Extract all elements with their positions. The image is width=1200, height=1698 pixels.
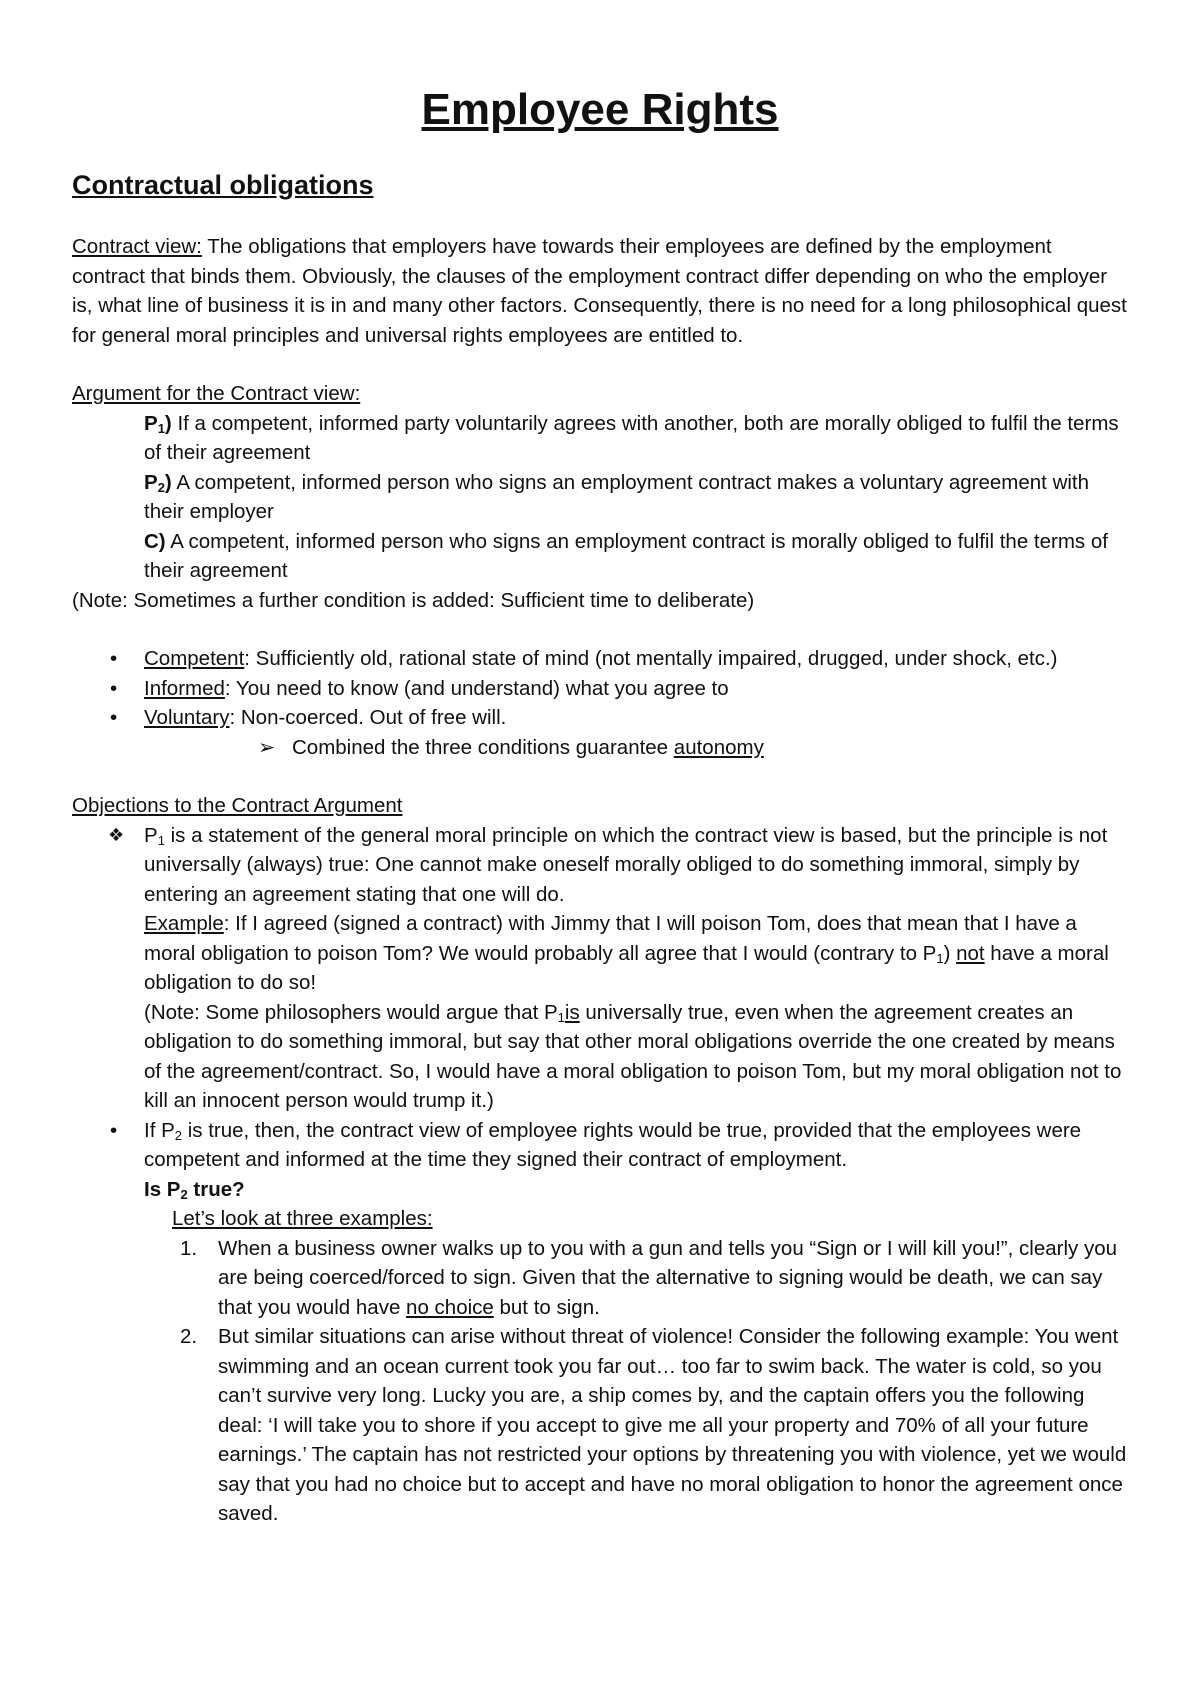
- item-term: no choice: [406, 1295, 494, 1319]
- note-text-a: (Note: Some philosophers would argue that P: [144, 1000, 558, 1024]
- condition-text: : Non-coerced. Out of free will.: [229, 706, 507, 729]
- numbered-item: [72, 1234, 1128, 1323]
- contract-view-label: Contract view:: [72, 235, 202, 258]
- condition-item: [72, 644, 1128, 674]
- premise-2-label: P: [144, 470, 158, 494]
- bullet-icon: •: [110, 1118, 118, 1142]
- objection-2-b: is true, then, the contract view of employee rights would be true, provided that the employees were competent and informed at the time they signed their contract of employment.: [144, 1118, 1082, 1171]
- note-sub: 1: [557, 1009, 565, 1025]
- condition-term: Competent: [144, 647, 245, 670]
- question-a: Is P: [144, 1177, 181, 1201]
- premise-2: [72, 468, 1128, 527]
- objection-note: [144, 998, 1128, 1116]
- example-not: not: [956, 941, 985, 965]
- condition-term: Voluntary: [144, 706, 230, 729]
- example-sub: 1: [936, 950, 944, 966]
- premise-1-close: ): [164, 411, 172, 435]
- objection-2-a: If P: [144, 1118, 175, 1142]
- arrow-bullet-icon: ➢: [258, 735, 276, 759]
- example-text-c: have a moral obligation to do so!: [144, 941, 1109, 994]
- bullet-icon: •: [110, 647, 118, 670]
- premise-1-label: P: [144, 411, 158, 435]
- conclusion-text: A competent, informed person who signs an employment contract is morally obliged to fulfil the terms of their agreement: [144, 529, 1108, 582]
- objection-2-sub: 2: [174, 1127, 182, 1143]
- objection-2-text: [144, 1116, 1128, 1175]
- numbered-item: [72, 1322, 1128, 1529]
- premise-1-text: If a competent, informed party voluntarily agrees with another, both are morally obliged to fulfil the terms of their agreement: [144, 411, 1119, 464]
- combined-conditions: [72, 733, 1128, 763]
- section-heading: Contractual obligations: [72, 170, 374, 200]
- condition-text: : Sufficiently old, rational state of mind (not mentally impaired, drugged, under shock, etc.): [244, 647, 1058, 670]
- combined-text: Combined the three conditions guarantee: [292, 735, 674, 759]
- condition-item: [72, 703, 1128, 733]
- contract-view-paragraph: [72, 232, 1128, 350]
- objection-1-sub: 1: [157, 832, 165, 848]
- item-text-a: When a business owner walks up to you with a gun and tells you “Sign or I will kill you!”, clearly you are being coerced/forced to sign. Given that the alternative to signing would be death, we can say that you would have: [218, 1236, 1118, 1319]
- question-line: [144, 1175, 1128, 1205]
- bullet-icon: •: [110, 706, 118, 729]
- condition-text: : You need to know (and understand) what you agree to: [224, 676, 729, 700]
- item-number: 1.: [180, 1236, 198, 1260]
- example-text-b: ): [943, 941, 957, 965]
- conclusion-label: C): [144, 529, 166, 553]
- document-title: Employee Rights: [421, 85, 779, 134]
- premise-2-close: ): [164, 470, 172, 494]
- question-sub: 2: [180, 1186, 188, 1202]
- objections-heading: Objections to the Contract Argument: [72, 794, 403, 817]
- example-paragraph: [144, 909, 1128, 998]
- condition-term: Informed: [144, 676, 225, 700]
- item-text-a: But similar situations can arise without threat of violence! Consider the following example: You went swimming and an ocean current took you far out… too far to swim back. The water is cold, so you can’t survive very long. Lucky you are, a ship comes by, and the captain offers you the following deal: ‘I will take you to shore if you accept to give me all your property and 70% of all your future earnings.’ The captain has not restricted your options by threatening you with violence, yet we would say that you had no choice but to accept and have no moral obligation to honor the agreement once saved.: [218, 1325, 1127, 1525]
- example-label: Example: [144, 912, 224, 935]
- premise-1: [72, 409, 1128, 468]
- contract-view-text: The obligations that employers have towards their employees are defined by the employment contract that binds them. Obviously, the clauses of the employment contract differ depending on who the employer is, what line of business it is in and many other factors. Consequently, there is no need for a long philosophical quest for general moral principles and universal rights employees are entitled to.: [72, 235, 1127, 347]
- example-text-a: : If I agreed (signed a contract) with Jimmy that I will poison Tom, does that mean that I have a moral obligation to poison Tom? We would probably all agree that I would (contrary to P: [144, 912, 1077, 965]
- note-is: is: [564, 1000, 580, 1024]
- examples-intro: Let’s look at three examples:: [172, 1207, 433, 1230]
- diamond-bullet-icon: ❖: [108, 824, 125, 845]
- conclusion: [72, 527, 1128, 586]
- argument-heading: Argument for the Contract view:: [72, 382, 361, 405]
- objection-1-text: [144, 821, 1128, 910]
- objection-1: [72, 821, 1128, 1116]
- condition-item: [72, 674, 1128, 704]
- premise-2-text: A competent, informed person who signs an employment contract makes a voluntary agreement with their employer: [144, 470, 1090, 523]
- premise-2-sub: 2: [157, 479, 165, 495]
- premise-1-sub: 1: [157, 420, 165, 436]
- bullet-icon: •: [110, 676, 118, 700]
- argument-note: (Note: Sometimes a further condition is added: Sufficient time to deliberate): [72, 588, 755, 612]
- objection-2: [72, 1116, 1128, 1234]
- note-text-b: universally true, even when the agreement creates an obligation to do something immoral, but say that other moral obligations override the one created by means of the agreement/contract. So, I would have a moral obligation to poison Tom, but my moral obligation not to kill an innocent person would trump it.): [144, 1000, 1122, 1112]
- item-text-b: but to sign.: [493, 1295, 600, 1319]
- objection-1-p: P: [144, 823, 158, 847]
- question-b: true?: [187, 1177, 245, 1201]
- combined-term: autonomy: [673, 735, 764, 759]
- item-number: 2.: [180, 1325, 198, 1348]
- objection-1-body: is a statement of the general moral principle on which the contract view is based, but the principle is not universally (always) true: One cannot make oneself morally obliged to do something immoral, simply by entering an agreement stating that one will do.: [144, 823, 1108, 906]
